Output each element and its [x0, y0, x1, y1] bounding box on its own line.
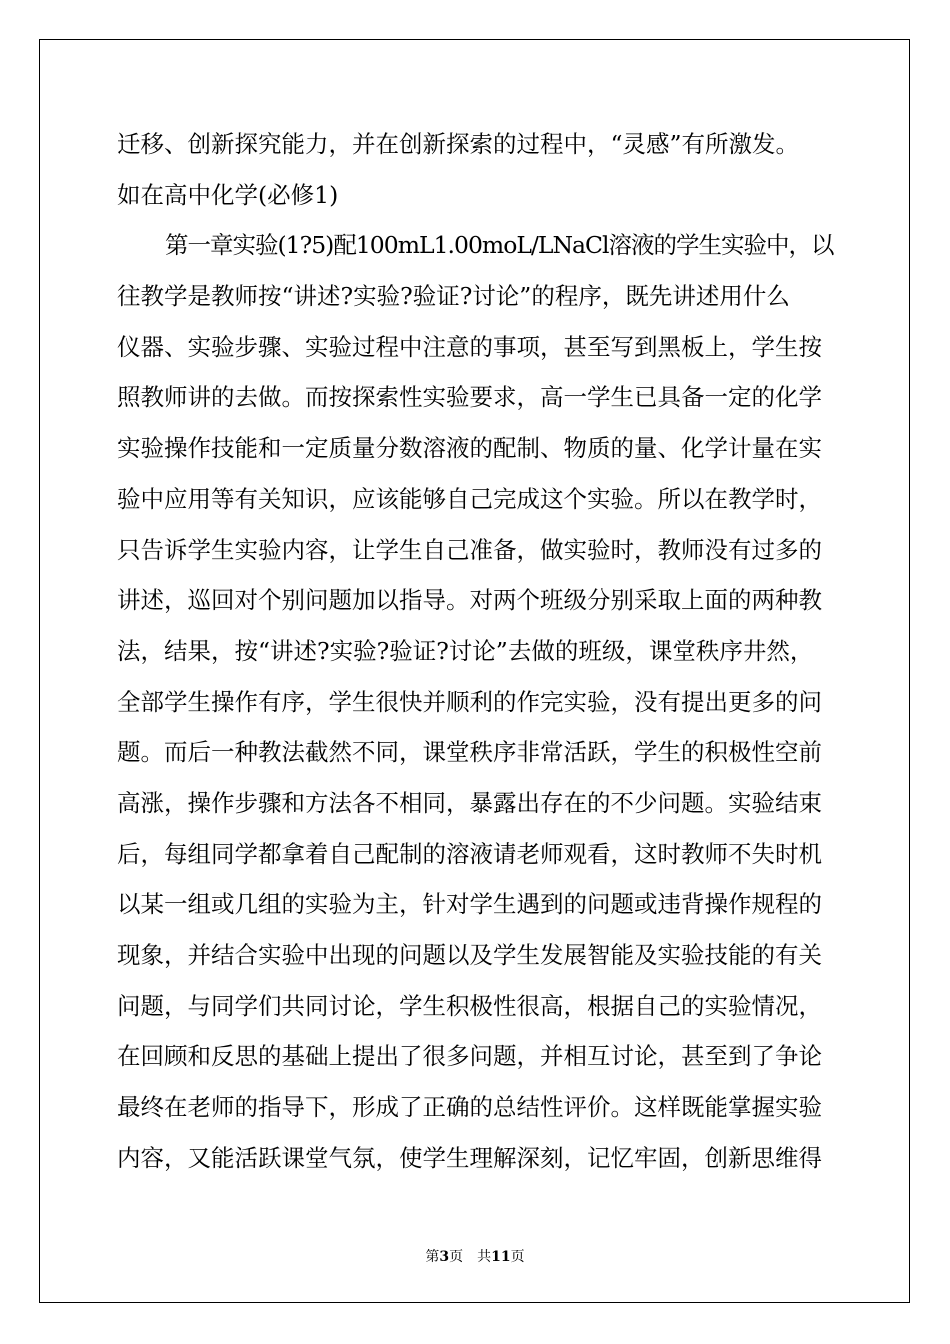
text-line-10: 讲述，巡回对个别问题加以指导。对两个班级分别采取上面的两种教 [117, 586, 822, 615]
text-line-19: 在回顾和反思的基础上提出了很多问题，并相互讨论，甚至到了争论 [117, 1042, 822, 1071]
text-line-5: 仪器、实验步骤、实验过程中注意的事项，甚至写到黑板上，学生按 [117, 332, 822, 361]
text-line-15: 后，每组同学都拿着自己配制的溶液请老师观看，这时教师不失时机 [117, 839, 822, 868]
footer-total-unit: 页 [510, 1249, 525, 1265]
total-pages: 11 [491, 1249, 511, 1265]
text-line-21: 内容，又能活跃课堂气氛，使学生理解深刻，记忆牢固，创新思维得 [117, 1143, 822, 1172]
text-line-20: 最终在老师的指导下，形成了正确的总结性评价。这样既能掌握实验 [117, 1093, 822, 1122]
text-line-18: 问题，与同学们共同讨论，学生积极性很高，根据自己的实验情况， [117, 991, 822, 1020]
paragraph-first-line: 第一章实验(1?5)配100mL1.00moL/LNaCl溶液的学生实验中，以 [165, 231, 834, 260]
text-line-14: 高涨，操作步骤和方法各不相同，暴露出存在的不少问题。实验结束 [117, 788, 822, 817]
text-line-8: 验中应用等有关知识，应该能够自己完成这个实验。所以在教学时， [117, 484, 822, 513]
footer-page-unit: 页 [449, 1249, 464, 1265]
text-line-2: 如在高中化学(必修1) [117, 180, 339, 209]
page-number: 3 [439, 1249, 450, 1265]
text-line-4: 往教学是教师按“讲述?实验?验证?讨论”的程序，既先讲述用什么 [117, 282, 790, 311]
text-line-9: 只告诉学生实验内容，让学生自己准备，做实验时，教师没有过多的 [117, 535, 822, 564]
text-line-1: 迁移、创新探究能力，并在创新探索的过程中，“灵感”有所激发。 [117, 130, 800, 158]
footer-total-prefix: 共 [477, 1249, 492, 1265]
text-line-12: 全部学生操作有序，学生很快并顺利的作完实验，没有提出更多的问 [117, 687, 822, 716]
text-line-17: 现象，并结合实验中出现的问题以及学生发展智能及实验技能的有关 [117, 941, 822, 969]
text-line-11: 法，结果，按“讲述?实验?验证?讨论”去做的班级，课堂秩序井然， [117, 636, 814, 665]
page-footer [0, 1246, 950, 1266]
text-line-7: 实验操作技能和一定质量分数溶液的配制、物质的量、化学计量在实 [117, 434, 822, 463]
text-line-6: 照教师讲的去做。而按探索性实验要求，高一学生已具备一定的化学 [117, 383, 822, 412]
document-body [117, 126, 837, 1190]
footer-prefix: 第 [425, 1249, 440, 1265]
text-line-16: 以某一组或几组的实验为主，针对学生遇到的问题或违背操作规程的 [117, 890, 822, 919]
text-line-13: 题。而后一种教法截然不同，课堂秩序非常活跃，学生的积极性空前 [117, 738, 822, 767]
